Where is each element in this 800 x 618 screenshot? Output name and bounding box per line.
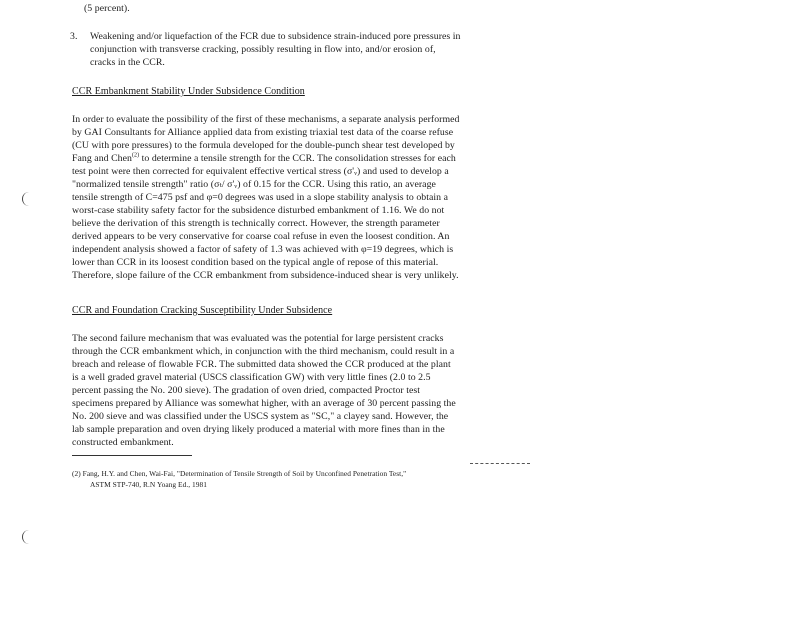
paragraph-line: tensile strength of C=475 psf and φ=0 degrees was used in a slope stability analysis to obtain a	[72, 192, 449, 203]
list-item-number: 3.	[70, 31, 78, 42]
paragraph-line: specimens prepared by Alliance was somewhat higher, with an average of 30 percent passing the	[72, 398, 456, 409]
footnote-divider	[72, 455, 192, 456]
section-heading-stability: CCR Embankment Stability Under Subsidence Condition	[72, 86, 305, 97]
list-item-line: conjunction with transverse cracking, possibly resulting in flow into, and/or erosion of,	[90, 44, 436, 55]
top-fragment: (5 percent).	[84, 3, 130, 14]
paragraph-line: breach and release of flowable FCR. The submitted data showed the CCR produced at the plant	[72, 359, 451, 370]
paragraph-line: lower than CCR in its loosest condition based on the typical angle of repose of this material.	[72, 257, 439, 268]
paragraph-line: No. 200 sieve and was classified under the USCS system as "SC," a clayey sand. However, the	[72, 411, 449, 422]
list-item-line: cracks in the CCR.	[90, 57, 165, 68]
paragraph-line: lab sample preparation and oven drying likely produced a material with more fines than in the	[72, 424, 445, 435]
paragraph-line: Therefore, slope failure of the CCR embankment from subsidence-induced shear is very unlikely.	[72, 270, 459, 281]
paragraph-line-rest: to determine a tensile strength for the CCR. The consolidation stresses for each	[141, 153, 456, 164]
paragraph-line: independent analysis showed a factor of safety of 1.3 was achieved with φ=19 degrees, which is	[72, 244, 454, 255]
footnote-reference: (2)	[131, 152, 140, 159]
paragraph-line: test point were then corrected for equivalent effective vertical stress (σ'ᵥ) and used to develop a	[72, 166, 449, 177]
paragraph-line: worst-case stability safety factor for the subsidence disturbed embankment of 1.16. We do not	[72, 205, 445, 216]
paragraph-line: through the CCR embankment which, in conjunction with the third mechanism, could result in a	[72, 346, 455, 357]
paragraph-line: constructed embankment.	[72, 437, 174, 448]
scan-punch-mark	[22, 192, 33, 206]
list-item-line: Weakening and/or liquefaction of the FCR due to subsidence strain-induced pore pressures in	[90, 31, 461, 42]
paragraph-line: "normalized tensile strength" ratio (σₜ/ σ'ᵥ) of 0.15 for the CCR. Using this ratio, an average	[72, 179, 436, 190]
section-heading-cracking: CCR and Foundation Cracking Susceptibility Under Subsidence	[72, 305, 333, 316]
reference-authors: Fang and Chen	[72, 153, 132, 164]
paragraph-line: believe the derivation of this strength is technically correct. However, the strength parameter	[72, 218, 440, 229]
paragraph-line: The second failure mechanism that was evaluated was the potential for large persistent cracks	[72, 333, 444, 344]
paragraph-line: by GAI Consultants for Alliance applied data from existing triaxial test data of the coarse refuse	[72, 127, 454, 138]
footnote-line: ASTM STP-740, R.N Yoang Ed., 1981	[90, 480, 208, 489]
paragraph-line: (CU with pore pressures) to the formula developed for the double-punch shear test developed by	[72, 140, 455, 151]
paragraph-line: In order to evaluate the possibility of the first of these mechanisms, a separate analysis performed	[72, 114, 460, 125]
paragraph-line	[72, 153, 456, 165]
footnote-line: (2) Fang, H.Y. and Chen, Wai-Fai, "Determination of Tensile Strength of Soil by Unconfined Penetration Test,"	[72, 469, 407, 478]
paragraph-line: percent passing the No. 200 sieve). The gradation of oven dried, compacted Proctor test	[72, 385, 421, 396]
paragraph-line: is a well graded gravel material (USCS classification GW) with very little fines (2.0 to 2.5	[72, 372, 431, 383]
paragraph-line: derived appears to be very conservative for coarse coal refuse in even the loosest condition. An	[72, 231, 450, 242]
scan-punch-mark	[22, 530, 33, 544]
footnote-divider-dashed	[470, 463, 530, 464]
